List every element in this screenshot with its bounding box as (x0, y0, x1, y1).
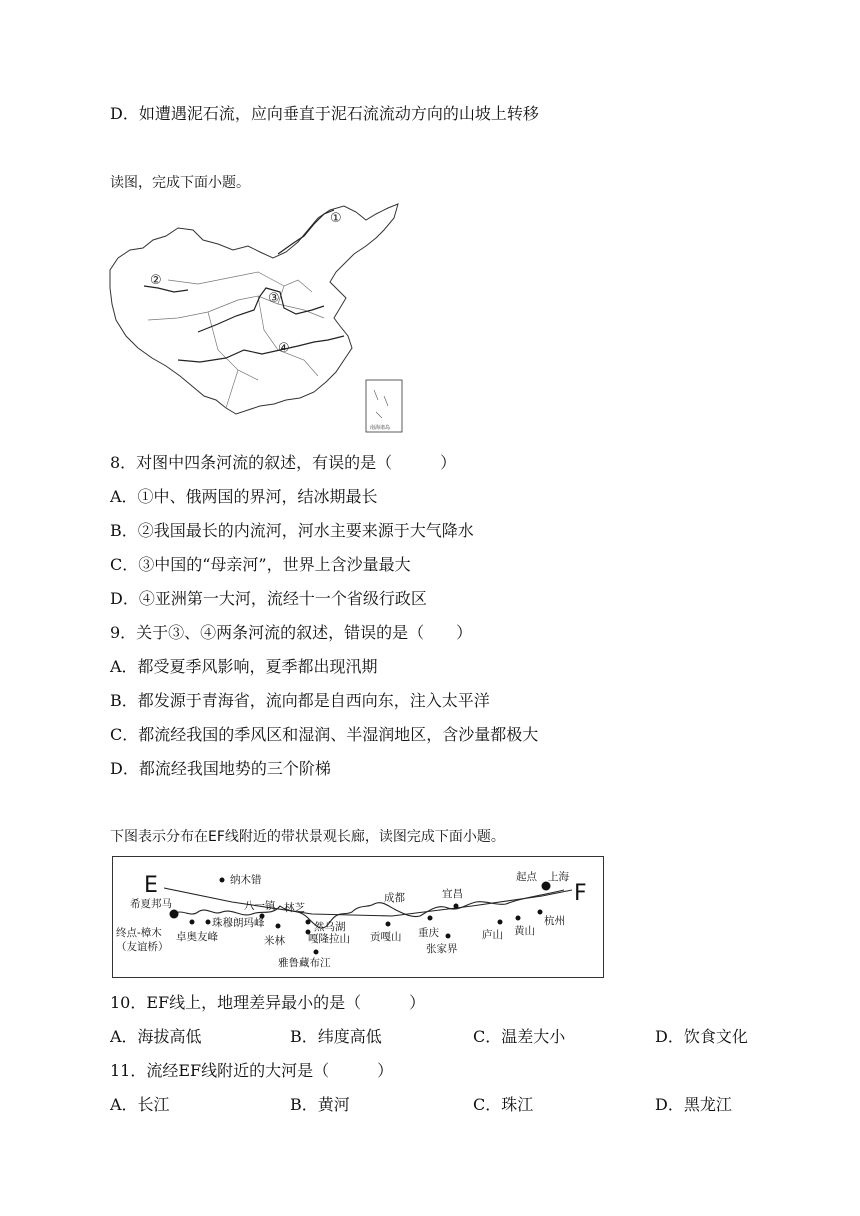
place-hangzhou: 杭州 (544, 915, 565, 927)
q11-option-a[interactable]: A．长江 (110, 1095, 170, 1114)
dot-gonggashan (386, 922, 391, 927)
river-3 (198, 288, 324, 332)
dot-namucuo (220, 878, 225, 883)
q10-option-c[interactable]: C．温差大小 (473, 1027, 566, 1046)
q11-option-d[interactable]: D．黑龙江 (655, 1095, 732, 1114)
q9-option-d[interactable]: D．都流经我国地势的三个阶梯 (110, 759, 331, 778)
place-huangshan: 黄山 (514, 925, 535, 937)
dot-zhuoaoyou (190, 920, 195, 925)
dot-zhumulangma (206, 920, 211, 925)
dot-yarlung (314, 950, 319, 955)
dot-xixiabangma (170, 910, 179, 919)
place-xixiabangma: 希夏邦马 (130, 898, 172, 910)
label-f: F (574, 881, 587, 906)
place-zhuoaoyou: 卓奥友峰 (176, 931, 218, 943)
q10-option-d[interactable]: D．饮食文化 (655, 1027, 748, 1046)
map-intro: 读图，完成下面小题。 (110, 175, 250, 191)
place-namucuo: 纳木错 (230, 874, 262, 886)
dot-huangshan (516, 916, 521, 921)
dot-chongqing (428, 916, 433, 921)
q8-option-c[interactable]: C．③中国的“母亲河”，世界上含沙量最大 (110, 555, 411, 574)
q8-option-b[interactable]: B．②我国最长的内流河，河水主要来源于大气降水 (110, 521, 474, 540)
place-qidian: 起点 (516, 871, 537, 883)
place-linzhi: 林芝 (284, 902, 305, 914)
q10-stem: 10．EF线上，地理差异最小的是（ ） (110, 993, 426, 1012)
dot-ranwuhu (306, 920, 311, 925)
place-yichang: 宜昌 (442, 888, 463, 900)
place-gonggashan: 贡嘎山 (370, 931, 402, 943)
q10-option-a[interactable]: A．海拔高低 (110, 1027, 202, 1046)
dot-yichang (454, 904, 459, 909)
label-e: E (144, 873, 158, 898)
dot-zhangjiajie (446, 934, 451, 939)
dot-milin (276, 924, 281, 929)
place-chongqing: 重庆 (418, 927, 439, 939)
map-label-3: ③ (268, 291, 280, 306)
place-galongla: 嘎隆拉山 (308, 933, 350, 945)
map-label-2: ② (150, 273, 162, 288)
q8-option-a[interactable]: A．①中、俄两国的界河，结冰期最长 (110, 487, 378, 506)
south-china-sea-inset (366, 380, 402, 432)
china-rivers-map (108, 200, 408, 438)
q8-option-d[interactable]: D．④亚洲第一大河，流经十一个省级行政区 (110, 589, 427, 608)
place-zhangjiajie: 张家界 (426, 943, 458, 955)
q7-option-d: D．如遭遇泥石流，应向垂直于泥石流流动方向的山坡上转移 (110, 104, 539, 123)
place-milin: 米林 (264, 935, 285, 947)
place-yarlung: 雅鲁藏布江 (278, 957, 331, 969)
river-4 (178, 336, 344, 362)
place-bayizhen: 八一镇 (244, 900, 276, 912)
map-label-1: ① (330, 211, 342, 226)
dot-lushan (498, 920, 503, 925)
q9-option-b[interactable]: B．都发源于青海省，流向都是自西向东，注入太平洋 (110, 691, 490, 710)
inset-label: 南海诸岛 (370, 425, 391, 431)
place-chengdu: 成都 (384, 892, 405, 904)
place-shanghai: 上海 (548, 871, 569, 883)
place-ranwuhu: 然乌湖 (314, 921, 346, 933)
q9-option-c[interactable]: C．都流经我国的季风区和湿润、半湿润地区，含沙量都极大 (110, 725, 539, 744)
q8-stem: 8．对图中四条河流的叙述，有误的是（ ） (110, 453, 457, 472)
place-lushan: 庐山 (482, 929, 503, 941)
q11-stem: 11．流经EF线附近的大河是（ ） (110, 1061, 394, 1080)
q11-option-b[interactable]: B．黄河 (290, 1095, 350, 1114)
dot-hangzhou (538, 910, 543, 915)
corridor-intro: 下图表示分布在EF线附近的带状景观长廊，读图完成下面小题。 (110, 829, 505, 845)
place-zhumulangma: 珠穆朗玛峰 (212, 917, 265, 929)
corridor-diagram (112, 856, 604, 980)
place-zhongdian: 终点-樟木 (116, 927, 162, 939)
q11-option-c[interactable]: C．珠江 (473, 1095, 534, 1114)
q9-option-a[interactable]: A．都受夏季风影响，夏季都出现汛期 (110, 657, 378, 676)
map-label-4: ④ (278, 341, 290, 356)
place-youyiqiao: （友谊桥） (116, 941, 169, 953)
q9-stem: 9．关于③、④两条河流的叙述，错误的是（ ） (110, 623, 473, 642)
q10-option-b[interactable]: B．纬度高低 (290, 1027, 382, 1046)
